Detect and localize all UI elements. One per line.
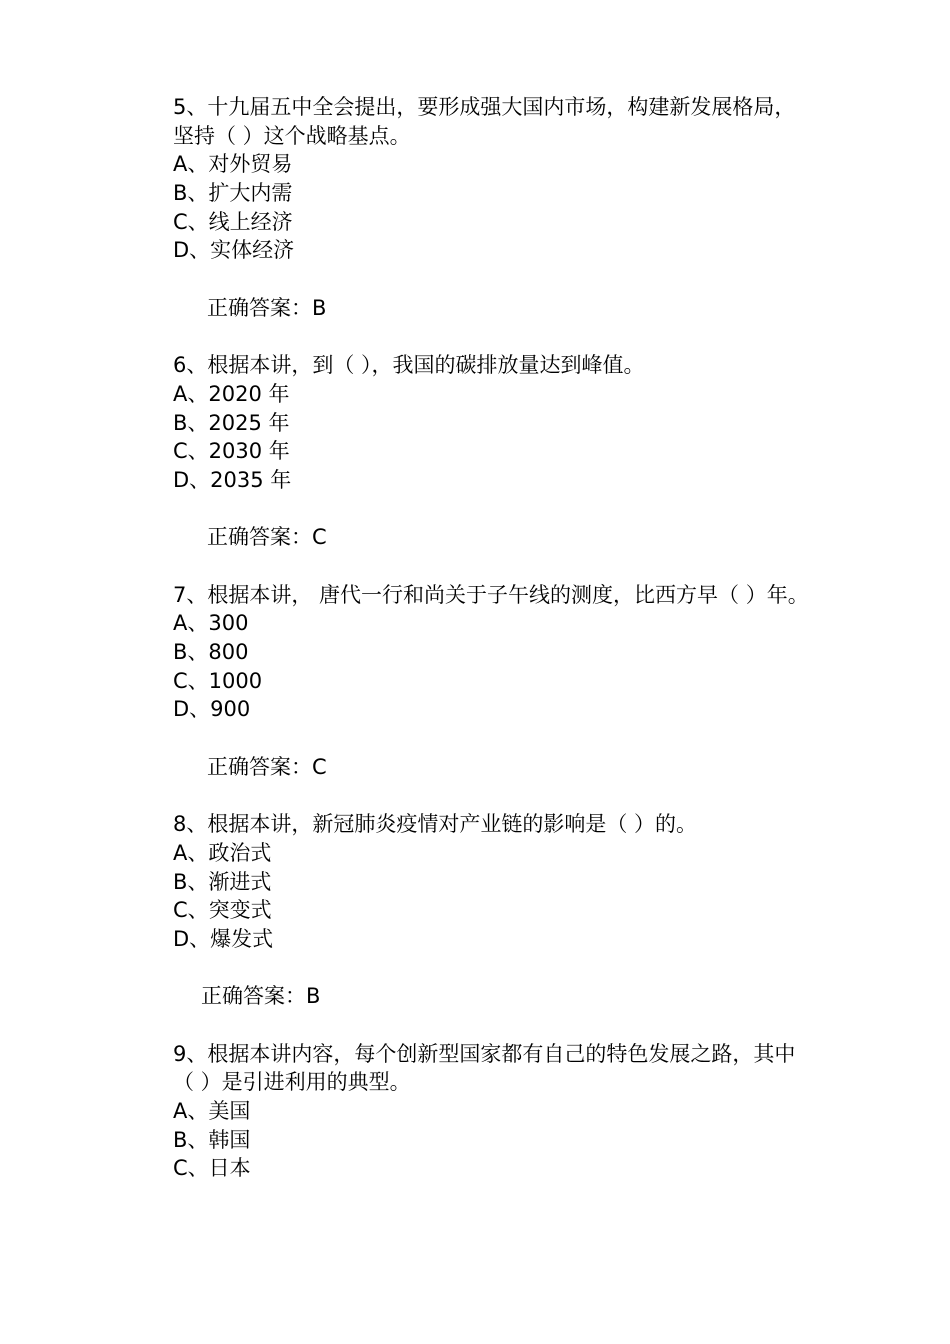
question-7-option-a: A、300: [173, 611, 249, 636]
question-7-option-c: C、1000: [173, 668, 263, 693]
question-7-answer: 正确答案：C: [207, 754, 327, 779]
question-6-option-b: B、2025 年: [173, 410, 290, 435]
question-8: [173, 810, 823, 1011]
question-6-option-a: A、2020 年: [173, 381, 290, 406]
question-5-option-d: D、实体经济: [173, 238, 295, 263]
question-5-option-a: A、对外贸易: [173, 152, 293, 177]
question-9-option-a: A、美国: [173, 1099, 251, 1124]
question-7-option-b: B、800: [173, 640, 249, 665]
question-6-answer: 正确答案：C: [207, 525, 327, 550]
question-5: [173, 93, 823, 323]
question-6-option-d: D、2035 年: [173, 467, 292, 492]
question-9: [173, 1040, 823, 1183]
question-6-stem-line-1: 6、根据本讲，到（ ），我国的碳排放量达到峰值。: [173, 353, 645, 378]
question-7: [173, 581, 823, 782]
question-8-option-b: B、渐进式: [173, 869, 272, 894]
question-9-option-c: C、日本: [173, 1156, 251, 1181]
question-6: [173, 351, 823, 552]
question-8-answer: 正确答案：B: [201, 984, 321, 1009]
question-7-option-d: D、900: [173, 697, 251, 722]
question-8-stem-line-1: 8、根据本讲，新冠肺炎疫情对产业链的影响是（ ）的。: [173, 812, 698, 837]
question-8-option-c: C、突变式: [173, 898, 272, 923]
question-5-answer: 正确答案：B: [207, 295, 327, 320]
question-5-option-b: B、扩大内需: [173, 181, 293, 206]
question-9-stem-line-1: 9、根据本讲内容，每个创新型国家都有自己的特色发展之路，其中: [173, 1041, 796, 1066]
question-9-option-b: B、韩国: [173, 1127, 251, 1152]
question-8-option-d: D、爆发式: [173, 926, 274, 951]
question-5-stem-line-2: 坚持（ ）这个战略基点。: [173, 123, 411, 148]
question-list: [173, 93, 823, 1183]
question-7-stem-line-1: 7、根据本讲， 唐代一行和尚关于子午线的测度，比西方早（ ）年。: [173, 582, 809, 607]
question-9-stem-line-2: （ ）是引进利用的典型。: [173, 1070, 411, 1095]
question-5-stem-line-1: 5、十九届五中全会提出，要形成强大国内市场，构建新发展格局，: [173, 95, 796, 119]
question-6-option-c: C、2030 年: [173, 439, 290, 464]
question-8-option-a: A、政治式: [173, 840, 272, 865]
question-5-option-c: C、线上经济: [173, 209, 293, 234]
